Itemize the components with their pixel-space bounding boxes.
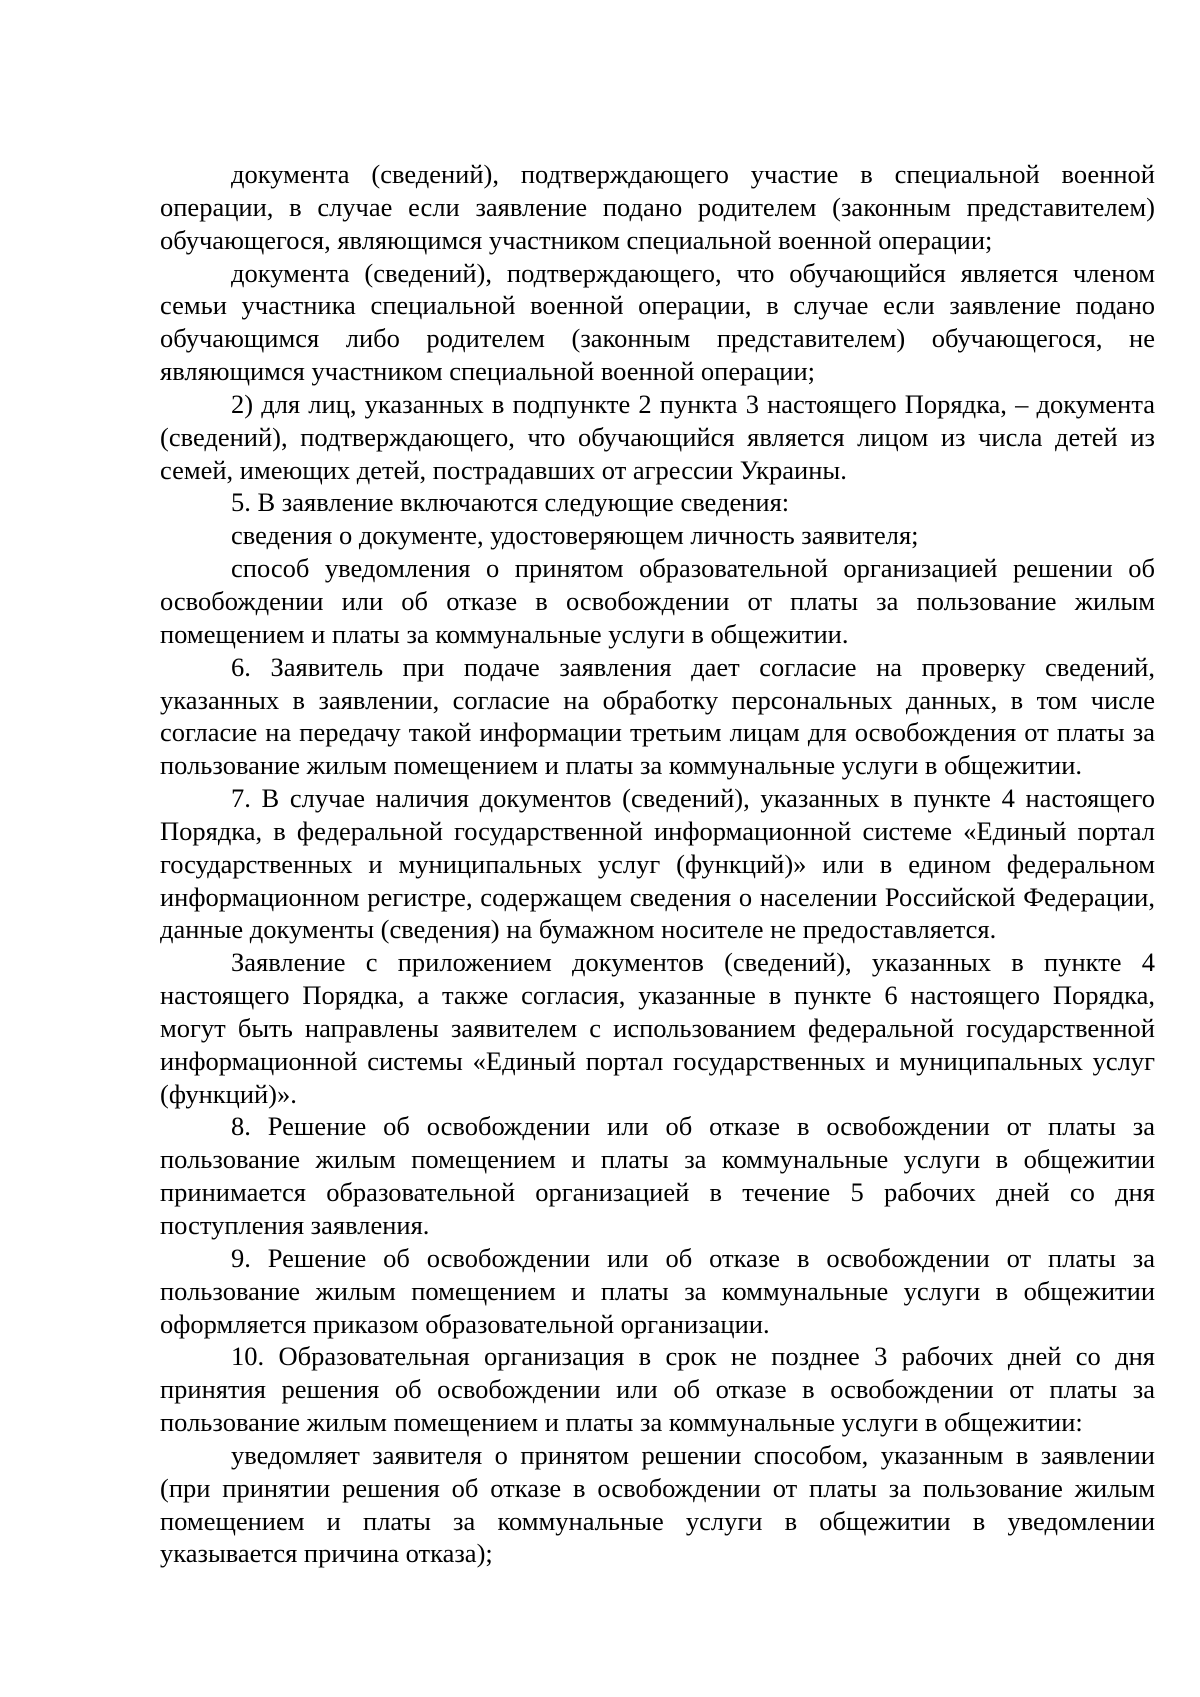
paragraph-item-5: 5. В заявление включаются следующие сведения: <box>231 487 790 518</box>
paragraph-application-submission: Заявление с приложением документов (сведений), указанных в пункте 4 настоящего Порядка, а также согласия, указанные в пункте 6 настоящего Порядка, могут быть направлены заявителем с использованием федеральной государственной информационной системы «Единый портал государственных и муниципальных услуг (функций)». <box>160 947 1155 1109</box>
paragraph-identity-document: сведения о документе, удостоверяющем личность заявителя; <box>231 520 919 551</box>
paragraph-item-7: 7. В случае наличия документов (сведений), указанных в пункте 4 настоящего Порядка, в федеральной государственной информационной системе «Единый портал государственных и муниципальных услуг (функций)» или в едином федеральном информационном регистре, содержащем сведения о населении Российской Федерации, данные документы (сведения) на бумажном носителе не предоставляется. <box>160 783 1155 945</box>
paragraph-notify-applicant: уведомляет заявителя о принятом решении способом, указанным в заявлении (при принятии решения об отказе в освобождении от платы за пользование жилым помещением и платы за коммунальные услуги в общежитии в уведомлении указывается причина отказа); <box>160 1439 1155 1569</box>
paragraph-item-6: 6. Заявитель при подаче заявления дает согласие на проверку сведений, указанных в заявлении, согласие на обработку персональных данных, в том числе согласие на передачу такой информации третьим лицам для освобождения от платы за пользование жилым помещением и платы за коммунальные услуги в общежитии. <box>160 651 1155 781</box>
paragraph-document-family-member: документа (сведений), подтверждающего, что обучающийся является членом семьи участника специальной военной операции, в случае если заявление подано обучающимся либо родителем (законным представителем) обучающегося, не являющимся участником специальной военной операции; <box>160 257 1155 387</box>
paragraph-notification-method: способ уведомления о принятом образовательной организацией решении об освобождении или об отказе в освобождении от платы за пользование жилым помещением и платы за коммунальные услуги в общежитии. <box>160 553 1155 649</box>
paragraph-subpoint-2: 2) для лиц, указанных в подпункте 2 пункта 3 настоящего Порядка, – документа (сведений), подтверждающего, что обучающийся является лицом из числа детей из семей, имеющих детей, пострадавших от агрессии Украины. <box>160 388 1155 485</box>
paragraph-item-8: 8. Решение об освобождении или об отказе в освобождении от платы за пользование жилым помещением и платы за коммунальные услуги в общежитии принимается образовательной организацией в течение 5 рабочих дней со дня поступления заявления. <box>160 1111 1155 1240</box>
paragraph-item-9: 9. Решение об освобождении или об отказе в освобождении от платы за пользование жилым помещением и платы за коммунальные услуги в общежитии оформляется приказом образовательной организации. <box>160 1242 1155 1339</box>
paragraph-item-10: 10. Образовательная организация в срок не позднее 3 рабочих дней со дня принятия решения об освобождении или об отказе в освобождении от платы за пользование жилым помещением и платы за коммунальные услуги в общежитии: <box>160 1341 1155 1438</box>
document-page <box>160 158 1155 1570</box>
paragraph-document-svo-participant: документа (сведений), подтверждающего участие в специальной военной операции, в случае если заявление подано родителем (законным представителем) обучающегося, являющимся участником специальной военной операции; <box>160 159 1155 255</box>
